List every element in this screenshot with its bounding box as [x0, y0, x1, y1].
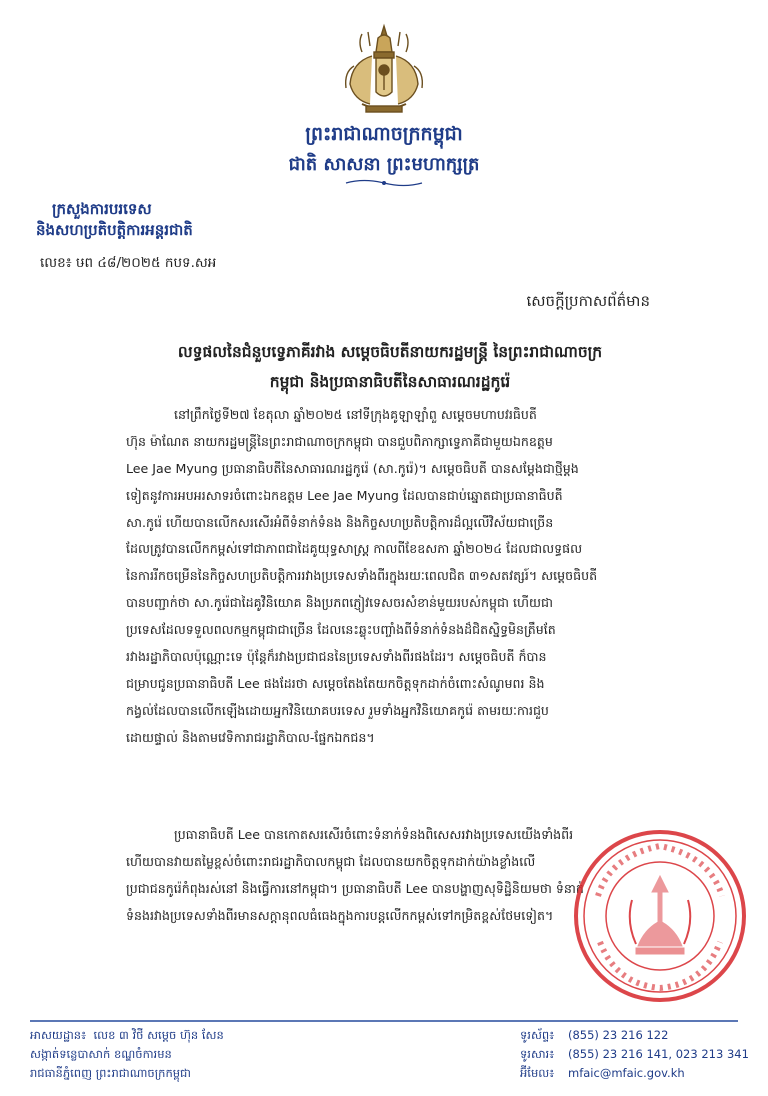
email-label: អ៊ីមែល៖	[520, 1066, 555, 1080]
paragraph-1-line: រវាងរដ្ឋាភិបាលប៉ុណ្ណោះទេ ប៉ុន្តែក៏រវាងប្រជាជននៃប្រទេសទាំងពីរផងដែរ។ សម្ដេចធិបតី ក៏បាន	[126, 649, 547, 665]
paragraph-2-line: ប្រធានាធិបតី Lee បានកោតសរសើរចំពោះទំនាក់ទំនងពិសេសរវាងប្រទេសយើងទាំងពីរ	[174, 827, 574, 842]
paragraph-1-line: ដែលត្រូវបានលើកកម្ពស់ទៅជាភាពជាដៃគូយុទ្ធសាស្ត្រ កាលពីខែឧសភា ឆ្នាំ២០២៤ ដែលជាលទ្ធផល	[126, 541, 583, 557]
fax-number: (855) 23 216 141, 023 213 341	[568, 1047, 749, 1061]
paragraph-1-line: សា.កូរ៉េ ហើយបានលើកសរសើរអំពីទំនាក់ទំនង និងកិច្ចសហប្រតិបត្តិការដ៏ល្អលើវិស័យជាច្រើន	[126, 514, 554, 530]
ministry-name-line1: ក្រសួងការបរទេស	[52, 200, 152, 218]
address-label: អាសយដ្ឋាន៖	[30, 1028, 87, 1042]
paragraph-1-line: Lee Jae Myung ប្រធានាធិបតីនៃសាធារណរដ្ឋកូរ៉េ (សា.កូរ៉េ)។ សម្ដេចធិបតី បានសម្ដែងជាថ្មីម្ដង	[126, 460, 579, 476]
paragraph-1-line: បានបញ្ជាក់ថា សា.កូរ៉េជាដៃគូវិនិយោគ និងប្រភពភ្ញៀវទេសចរសំខាន់មួយរបស់កម្ពុជា ហើយជា	[126, 595, 553, 611]
national-motto: ជាតិ សាសនា ព្រះមហាក្សត្រ	[288, 154, 480, 175]
paragraph-1-line: កង្វល់ដែលបានលើកឡើងដោយអ្នកវិនិយោគបរទេស រួមទាំងអ្នកវិនិយោគកូរ៉េ តាមរយៈការជួប	[126, 702, 549, 718]
paragraph-1-line: នៃការរីកចម្រើននៃកិច្ចសហប្រតិបត្តិការរវាងប្រទេសទាំងពីរក្នុងរយៈពេលជិត ៣១សតវត្សរ៍។ សម្ដេចធិបតី	[126, 568, 598, 584]
paragraph-1-line: ហ៊ុន ម៉ាណែត នាយករដ្ឋមន្ត្រីនៃព្រះរាជាណាចក្រកម្ពុជា បានជួបពិភាក្សាទ្វេភាគីជាមួយឯកឧត្តម	[126, 433, 553, 449]
paragraph-1-line: ដោយផ្ទាល់ និងតាមវេទិការាជរដ្ឋាភិបាល-ផ្នែកឯកជន។	[126, 729, 375, 745]
phone-number: (855) 23 216 122	[568, 1028, 669, 1042]
paragraph-1-line: ជម្រាបជូនប្រធានាធិបតី Lee ផងដែរថា សម្ដេចតែងតែយកចិត្តទុកដាក់ចំពោះសំណូមពរ និង	[126, 675, 545, 691]
ornament-divider-icon	[344, 178, 424, 188]
kingdom-name: ព្រះរាជាណាចក្រកម្ពុជា	[305, 123, 463, 145]
paragraph-2-line: ហើយបានវាយតម្លៃខ្ពស់ចំពោះរាជរដ្ឋាភិបាលកម្ពុជា ដែលបានយកចិត្តទុកដាក់យ៉ាងខ្លាំងលើ	[126, 853, 536, 869]
ministry-seal-icon	[570, 826, 750, 1006]
email-address[interactable]: mfaic@mfaic.gov.kh	[568, 1066, 685, 1080]
ministry-name-line2: និងសហប្រតិបត្តិការអន្តរជាតិ	[36, 221, 193, 239]
email-row	[520, 1064, 749, 1083]
address-street: លេខ ៣ វិថី សម្ដេច ហ៊ុន សែន	[93, 1028, 224, 1042]
paragraph-1-line: ទៀតនូវការអបអរសាទរចំពោះឯកឧត្តម Lee Jae Myung ដែលបានជាប់ឆ្នោតជាប្រធានាធិបតី	[126, 487, 563, 503]
phone-row	[520, 1026, 749, 1045]
paragraph-2-line: ទំនងរវាងប្រទេសទាំងពីរមានសក្ដានុពលធំធេងក្នុងការបន្តលើកកម្ពស់ទៅកម្រិតខ្ពស់ថែមទៀត។	[126, 907, 554, 923]
address-line2: សង្កាត់ទន្លេបាសាក់ ខណ្ឌចំការមន	[30, 1047, 172, 1061]
fax-row	[520, 1045, 749, 1064]
title-line2: កម្ពុជា និងប្រធានាធិបតីនៃសាធារណរដ្ឋកូរ៉េ	[269, 373, 511, 391]
reference-number: លេខ៖ ឞព ៤៨/២០២៥ កបទ.សអ	[40, 255, 217, 271]
address-line1	[30, 1026, 224, 1045]
royal-arms-icon	[332, 22, 436, 118]
document-type: សេចក្ដីប្រកាសព័ត៌មាន	[526, 292, 650, 310]
footer-divider	[30, 1020, 738, 1022]
address-line3: រាជធានីភ្នំពេញ ព្រះរាជាណាចក្រកម្ពុជា	[30, 1066, 191, 1080]
fax-label: ទូរសារ៖	[520, 1047, 555, 1061]
paragraph-1	[126, 402, 736, 752]
phone-label: ទូរស័ព្ទ៖	[520, 1028, 555, 1042]
footer-address	[30, 1026, 224, 1083]
title-line1: លទ្ធផលនៃជំនួបទ្វេភាគីរវាង សម្ដេចធិបតីនាយករដ្ឋមន្ត្រី នៃព្រះរាជាណាចក្រ	[177, 343, 603, 361]
paragraph-1-line: នៅព្រឹកថ្ងៃទី២៧ ខែតុលា ឆ្នាំ២០២៥ នៅទីក្រុងគូឡាឡាំពួ សម្ដេចមហាបវរធិបតី	[174, 407, 537, 422]
footer-contact	[520, 1026, 749, 1083]
paragraph-1-line: ប្រទេសដែលទទួលពលកម្មកម្ពុជាជាច្រើន ដែលនេះឆ្លុះបញ្ចាំងពីទំនាក់ទំនងដ៏ជិតស្និទ្ធមិនត្រឹមតែ	[126, 622, 556, 638]
paragraph-2-line: ប្រជាជនកូរ៉េកំពុងរស់នៅ និងធ្វើការនៅកម្ពុជា។ ប្រធានាធិបតី Lee បានបង្ហាញសុទិដ្ឋិនិយមថា ទំនាក់	[126, 880, 584, 896]
